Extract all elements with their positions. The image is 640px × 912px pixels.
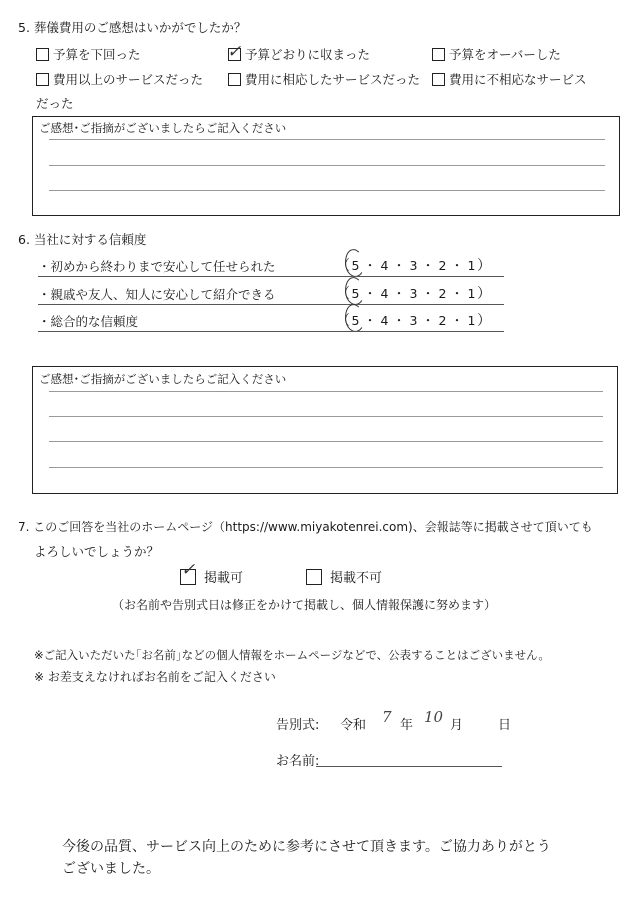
q5-option-matching-cost[interactable]: 費用に相応したサービスだった [228,70,420,88]
q7-option-deny[interactable]: 掲載不可 [306,567,382,586]
q6-rating-row-3[interactable]: （ 5 ・ 4 ・ 3 ・ 2 ・ 1 ） [336,310,491,330]
checkbox[interactable] [228,73,241,86]
checkbox[interactable] [432,48,445,61]
rating-option-5[interactable]: 5 [350,286,361,301]
privacy-notice: ※ご記入いただいた｢お名前｣などの個人情報をホームページなどで、公表することはございません。 [34,648,550,662]
row-underline [38,304,504,305]
q5-comment-label: ご感想･ご指摘がございましたらご記入ください [39,121,287,135]
closing-line1: 今後の品質、サービス向上のために参考にさせて頂きます。ご協力ありがとう [62,839,551,855]
month-value[interactable]: 7 [382,708,392,726]
q6-item-label: ・親戚や友人、知人に安心して紹介できる [38,287,276,302]
q6-rating-row-2[interactable]: （ 5 ・ 4 ・ 3 ・ 2 ・ 1 ） [336,283,491,303]
q7-title-line2: よろしいでしょうか？ [34,544,160,559]
name-input-line[interactable] [316,766,502,767]
rating-option-2[interactable]: 2 [438,258,447,273]
check-mark-icon: ✓ [227,42,242,62]
rating-option-1[interactable]: 1 [467,313,476,328]
q6-item-label: ・初めから終わりまで安心して任せられた [38,259,276,274]
year-unit: 年 [400,718,414,733]
era-label: 令和 [340,718,367,733]
checkbox-checked[interactable] [227,42,242,62]
rating-option-3[interactable]: 3 [409,286,418,301]
q5-option-under-budget[interactable]: 予算を下回った [36,45,141,63]
rating-option-4[interactable]: 4 [380,286,389,301]
ruled-line [49,139,605,140]
closing-line2: ございました。 [62,861,160,877]
ruled-line [49,165,605,166]
check-mark-icon: ✓ [181,560,196,580]
rating-option-5[interactable]: 5 [350,313,361,328]
q5-wrap-text: だった [36,96,74,111]
q6-comment-box[interactable] [32,366,618,494]
checkbox[interactable] [432,73,445,86]
q5-option-not-matching-cost[interactable]: 費用に不相応なサービス [432,70,587,88]
ruled-line [49,416,603,417]
checkbox-checked[interactable] [180,560,196,585]
rating-option-3[interactable]: 3 [409,313,418,328]
checkbox[interactable] [36,73,49,86]
q7-option-allow[interactable]: ✓ 掲載可 [181,560,244,586]
q7-title-line1: 7. このご回答を当社のホームページ（https://www.miyakotenrei.com)、会報誌等に掲載させて頂いても [18,520,593,534]
rating-option-2[interactable]: 2 [438,286,447,301]
q5-option-above-cost[interactable]: 費用以上のサービスだった [36,70,203,88]
date-unit: 日 [498,718,512,733]
rating-option-2[interactable]: 2 [438,313,447,328]
month-unit: 月 [450,718,464,733]
ruled-line [49,441,603,442]
funeral-date-label: 告別式: [276,718,320,733]
ruled-line [49,391,603,392]
q6-comment-label: ご感想･ご指摘がございましたらご記入ください [39,372,287,386]
rating-option-1[interactable]: 1 [467,286,476,301]
rating-option-4[interactable]: 4 [380,313,389,328]
row-underline [38,276,504,277]
checkbox[interactable] [306,569,322,585]
q6-item-label: ・総合的な信頼度 [38,314,139,329]
ruled-line [49,467,603,468]
name-label: お名前: [276,754,320,769]
q5-option-over-budget[interactable]: 予算をオーバーした [432,45,561,63]
q5-comment-box[interactable] [32,116,620,216]
q5-option-within-budget[interactable]: ✓ 予算どおりに収まった [227,42,371,62]
rating-option-1[interactable]: 1 [467,258,476,273]
name-request-notice: ※ お差支えなければお名前をご記入ください [34,670,276,684]
q7-note: （お名前や告別式日は修正をかけて掲載し、個人情報保護に努めます） [112,598,497,612]
row-underline [38,331,504,332]
q6-title: 6. 当社に対する信頼度 [18,232,147,247]
q6-rating-row-1[interactable]: （ 5 ・ 4 ・ 3 ・ 2 ・ 1 ） [336,255,491,275]
checkbox[interactable] [36,48,49,61]
rating-option-5[interactable]: 5 [350,258,361,273]
rating-option-3[interactable]: 3 [409,258,418,273]
ruled-line [49,190,605,191]
q5-title: 5. 葬儀費用のご感想はいかがでしたか？ [18,20,247,35]
day-value[interactable]: 10 [424,708,444,726]
rating-option-4[interactable]: 4 [380,258,389,273]
